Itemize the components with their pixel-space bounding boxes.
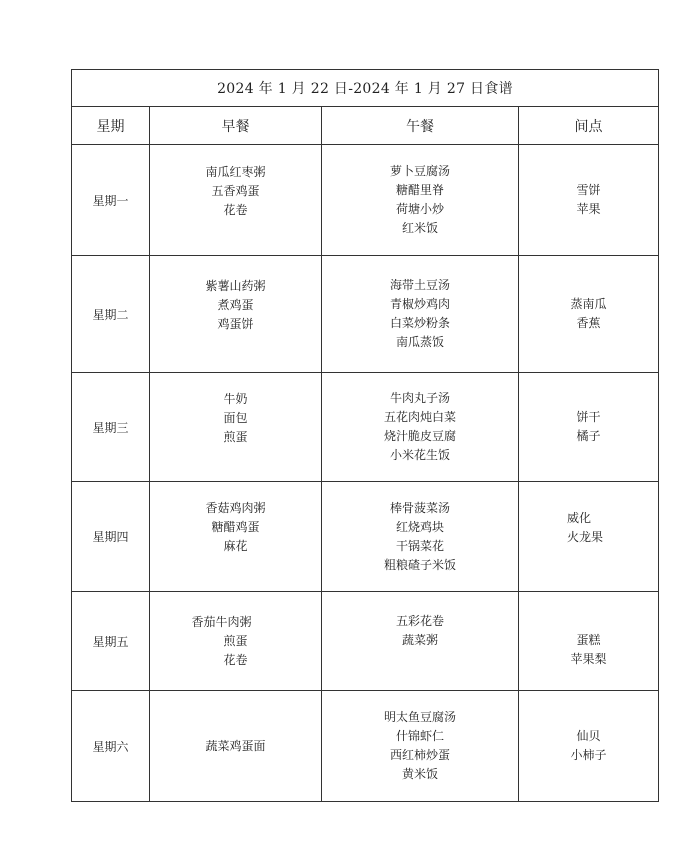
breakfast-cell [150, 145, 322, 256]
menu-item: 海带土豆汤 [389, 278, 450, 292]
menu-item: 花卷 [223, 652, 248, 667]
table-row-monday [72, 145, 659, 256]
menu-item: 糖醋鸡蛋 [211, 520, 260, 534]
table-row-tuesday [72, 256, 659, 373]
breakfast-cell [150, 482, 322, 592]
menu-item: 黄米饭 [401, 767, 438, 781]
menu-item: 香蕉 [576, 316, 601, 330]
snack-cell [519, 145, 659, 256]
menu-item: 威化 [567, 510, 592, 525]
lunch-cell [322, 145, 519, 256]
menu-item: 荷塘小炒 [395, 202, 444, 216]
header-snack: 间点 [519, 107, 659, 145]
breakfast-cell [150, 256, 322, 373]
menu-item: 小柿子 [570, 748, 607, 762]
menu-item: 麻花 [223, 539, 248, 553]
menu-item: 红米饭 [401, 221, 438, 235]
menu-item: 蔬菜鸡蛋面 [205, 738, 266, 753]
lunch-cell [322, 691, 519, 802]
breakfast-cell [150, 592, 322, 691]
snack-cell [519, 592, 659, 691]
menu-item: 紫薯山药粥 [205, 278, 266, 293]
snack-cell [519, 256, 659, 373]
menu-item: 南瓜蒸饭 [395, 335, 444, 349]
menu-item: 五花肉炖白菜 [383, 410, 456, 424]
menu-item: 煮鸡蛋 [217, 297, 254, 312]
day-label: 星期六 [72, 691, 150, 802]
menu-title: 2024 年 1 月 22 日-2024 年 1 月 27 日食谱 [72, 70, 659, 107]
menu-item: 苹果梨 [570, 652, 607, 666]
menu-item: 饼干 [576, 410, 601, 424]
menu-table [71, 69, 659, 802]
header-lunch: 午餐 [322, 107, 519, 145]
menu-item: 南瓜红枣粥 [205, 164, 266, 179]
menu-item: 萝卜豆腐汤 [389, 164, 450, 178]
menu-item: 五彩花卷 [395, 614, 444, 628]
snack-cell [519, 373, 659, 482]
breakfast-cell [150, 691, 322, 802]
menu-item: 橘子 [576, 429, 601, 443]
day-label: 星期三 [72, 373, 150, 482]
lunch-cell [322, 256, 519, 373]
breakfast-cell [150, 373, 322, 482]
menu-item: 仙贝 [576, 729, 601, 743]
menu-item: 雪饼 [576, 183, 601, 197]
menu-item: 红烧鸡块 [395, 519, 444, 534]
menu-item: 小米花生饭 [389, 448, 450, 462]
table-row-friday [72, 592, 659, 691]
menu-item: 牛奶 [223, 391, 248, 406]
menu-item: 五香鸡蛋 [211, 183, 260, 198]
menu-item: 鸡蛋饼 [217, 316, 254, 331]
menu-item: 棒骨菠菜汤 [389, 500, 450, 515]
lunch-cell [322, 592, 519, 691]
menu-item: 香菇鸡肉粥 [205, 501, 266, 515]
header-breakfast: 早餐 [150, 107, 322, 145]
lunch-cell [322, 482, 519, 592]
menu-item: 粗粮碴子米饭 [383, 557, 456, 572]
menu-item: 白菜炒粉条 [389, 316, 450, 330]
day-label: 星期四 [72, 482, 150, 592]
menu-item: 西红柿炒蛋 [389, 748, 450, 762]
menu-item: 面包 [223, 410, 248, 425]
menu-item: 干锅菜花 [395, 538, 444, 553]
menu-item: 煎蛋 [223, 633, 248, 648]
day-label: 星期一 [72, 145, 150, 256]
menu-item: 烧汁脆皮豆腐 [383, 429, 456, 443]
menu-item: 蛋糕 [576, 633, 601, 647]
snack-cell [519, 482, 659, 592]
lunch-cell [322, 373, 519, 482]
menu-item: 蒸南瓜 [570, 297, 607, 311]
menu-item: 糖醋里脊 [395, 183, 444, 197]
table-row-wednesday [72, 373, 659, 482]
menu-item: 煎蛋 [223, 429, 248, 444]
menu-item: 花卷 [223, 202, 248, 217]
menu-item: 苹果 [576, 202, 601, 216]
menu-item: 什锦虾仁 [395, 729, 444, 743]
title-row [72, 70, 659, 107]
header-day: 星期 [72, 107, 150, 145]
menu-item: 蔬菜粥 [401, 633, 438, 647]
day-label: 星期五 [72, 592, 150, 691]
menu-item: 青椒炒鸡肉 [389, 297, 450, 311]
day-label: 星期二 [72, 256, 150, 373]
menu-item: 明太鱼豆腐汤 [383, 710, 456, 724]
table-row-thursday [72, 482, 659, 592]
menu-item: 牛肉丸子汤 [389, 391, 450, 405]
menu-item: 香茄牛肉粥 [191, 614, 252, 629]
header-row [72, 107, 659, 145]
snack-cell [519, 691, 659, 802]
menu-item: 火龙果 [567, 529, 604, 544]
table-row-saturday [72, 691, 659, 802]
